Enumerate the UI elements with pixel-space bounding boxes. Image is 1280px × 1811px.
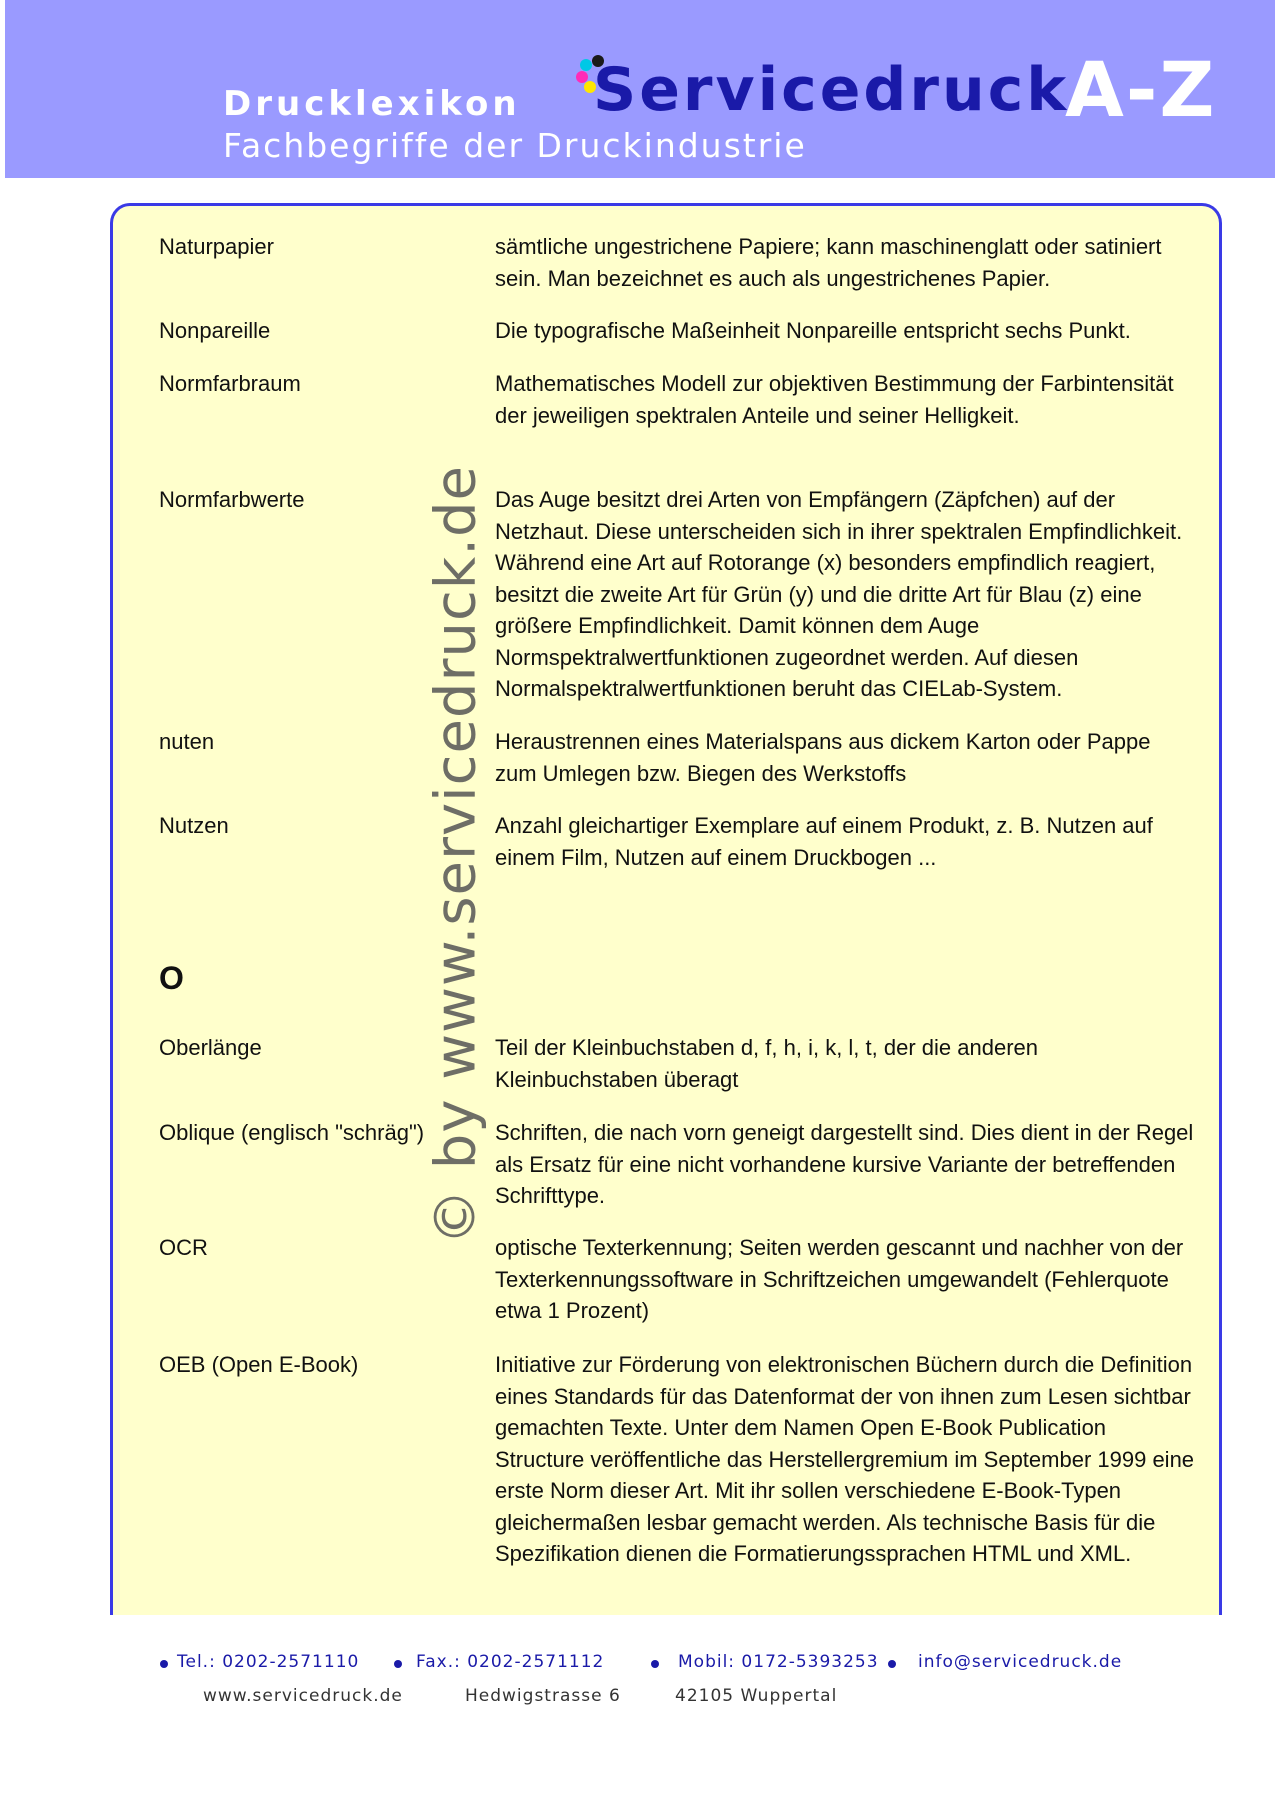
entry-term: Oblique (englisch "schräg") (159, 1120, 425, 1145)
entry-term: Naturpapier (159, 234, 274, 259)
entry-term: OCR (159, 1235, 208, 1260)
header-title: Drucklexikon (223, 84, 521, 124)
entry-definition: Anzahl gleichartiger Exemplare auf einem Produkt, z. B. Nutzen auf einem Film, Nutzen auf einem Druckbogen ... (495, 813, 1153, 870)
bullet-icon (394, 1660, 402, 1668)
entry-definition: Die typografische Maßeinheit Nonpareille entspricht sechs Punkt. (495, 318, 1131, 343)
footer-email[interactable]: info@servicedruck.de (918, 1652, 1123, 1672)
brand-name: Servicedruck (593, 55, 1070, 125)
footer-mobil: Mobil: 0172-5393253 (678, 1652, 879, 1672)
entry-definition: Initiative zur Förderung von elektronischen Büchern durch die Definition eines Standards für das Datenformat der von ihnen zum Lesen sichtbar gemachten Texte. Unter dem Namen Open E-Book Publication Structure veröffentliche das Herstellergremium im September 1999 eine erste Norm dieser Art. Mit ihr sollen verschiedene E-Book-Typen gleichermaßen lesbar gemacht werden. Als technische Basis für die Spezifikation dienen die Formatierungssprachen HTML und XML. (495, 1352, 1195, 1566)
entry-definition: Das Auge besitzt drei Arten von Empfängern (Zäpfchen) auf der Netzhaut. Diese unterscheiden sich in ihrer spektralen Empfindlichkeit. Während eine Art auf Rotorange (x) besonders empfindlich reagiert, besitzt die zweite Art für Grün (y) und die dritte Art für Blau (z) eine größere Empfindlichkeit. Damit können dem Auge Normspektralwertfunktionen zugeordnet werden. Auf diesen Normalspektralwertfunktionen beruht das CIELab-System. (495, 487, 1183, 701)
footer-city: 42105 Wuppertal (675, 1686, 838, 1706)
entry-term: OEB (Open E-Book) (159, 1352, 359, 1377)
footer-tel: Tel.: 0202-2571110 (177, 1652, 360, 1672)
entry-term: nuten (159, 729, 215, 754)
range-label: A-Z (1065, 45, 1217, 134)
entry-definition: Schriften, die nach vorn geneigt dargestellt sind. Dies dient in der Regel als Ersatz für eine nicht vorhandene kursive Variante der betreffenden Schrifttype. (495, 1120, 1194, 1208)
footer-street: Hedwigstrasse 6 (465, 1686, 621, 1706)
bullet-icon (888, 1660, 896, 1668)
bullet-icon (160, 1660, 168, 1668)
entry-term: Nutzen (159, 813, 229, 838)
entry-definition: optische Texterkennung; Seiten werden gescannt und nachher von der Texterkennungssoftware in Schriftzeichen umgewandelt (Fehlerquote etwa 1 Prozent) (495, 1235, 1184, 1323)
entry-definition: sämtliche ungestrichene Papiere; kann maschinenglatt oder satiniert sein. Man bezeichnet es auch als ungestrichenes Papier. (495, 234, 1162, 291)
footer-fax: Fax.: 0202-2571112 (416, 1652, 605, 1672)
entry-definition: Heraustrennen eines Materialspans aus dickem Karton oder Pappe zum Umlegen bzw. Biegen des Werkstoffs (495, 729, 1151, 786)
copyright-watermark: © by www.servicedruck.de (423, 464, 489, 1246)
footer-contact (0, 1652, 1280, 1676)
entry-term: Normfarbraum (159, 371, 301, 396)
section-letter: O (159, 960, 184, 996)
footer-website[interactable]: www.servicedruck.de (203, 1686, 403, 1706)
bullet-icon (651, 1660, 659, 1668)
entry-term: Nonpareille (159, 318, 271, 343)
entry-term: Oberlänge (159, 1035, 262, 1060)
page-header (5, 0, 1275, 178)
header-subtitle: Fachbegriffe der Druckindustrie (223, 126, 807, 165)
entry-definition: Teil der Kleinbuchstaben d, f, h, i, k, l, t, der die anderen Kleinbuchstaben überagt (495, 1035, 1038, 1092)
entry-definition: Mathematisches Modell zur objektiven Bestimmung der Farbintensität der jeweiligen spektralen Anteile und seiner Helligkeit. (495, 371, 1174, 428)
entry-term: Normfarbwerte (159, 487, 305, 512)
